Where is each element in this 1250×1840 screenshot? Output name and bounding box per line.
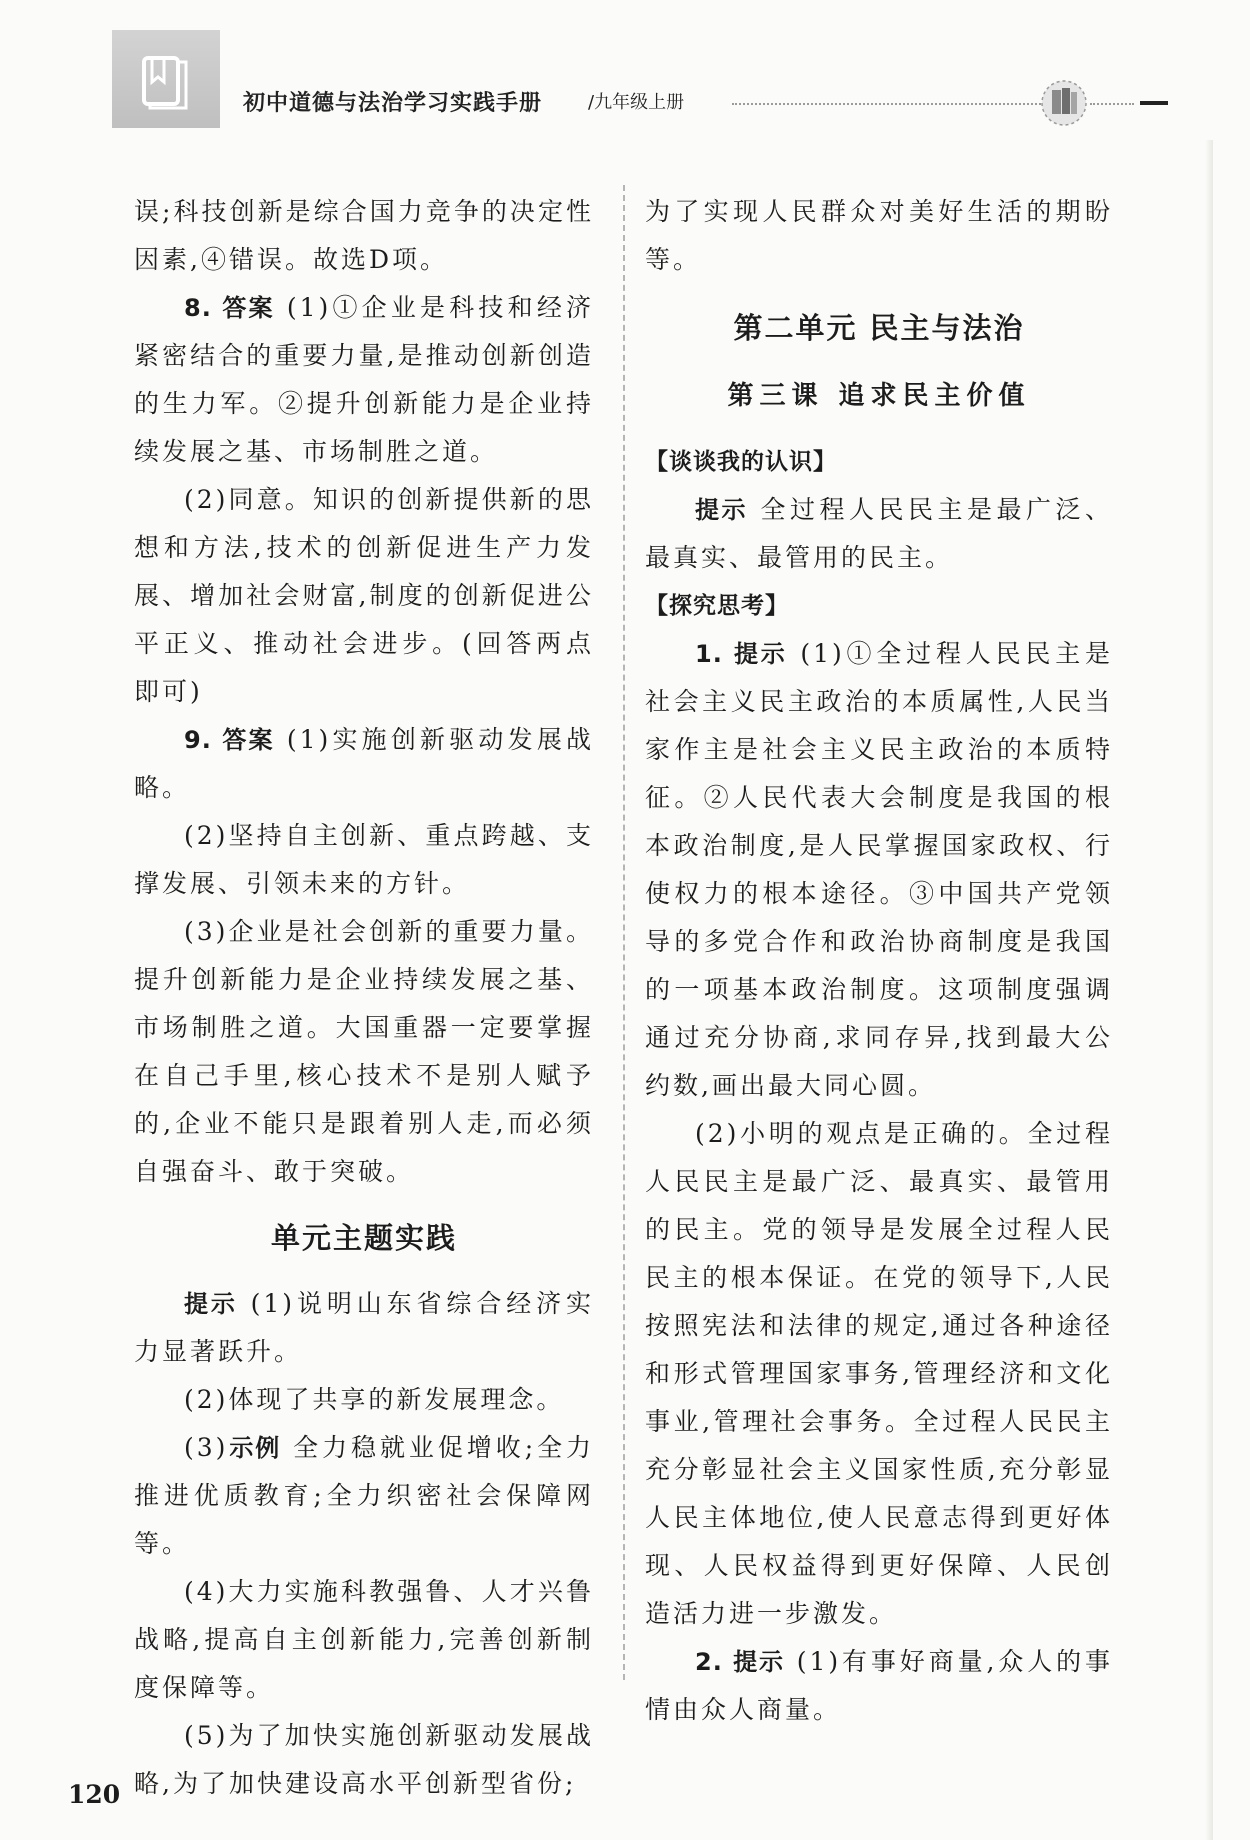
tip-label: 1. 提示 [695,640,788,668]
talk-tip [645,486,1113,582]
tip-label: 提示 [184,1290,238,1318]
explore-heading: 【探究思考】 [645,593,789,619]
book-icon [140,52,192,110]
paragraph: (2)同意。知识的创新提供新的思想和方法,技术的创新促进生产力发展、增加社会财富,制度的创新促进公平正义、推动社会进步。(回答两点即可) [134,485,594,706]
answer-8 [134,284,594,476]
tip-text: 全过程人民民主是最广泛、最真实、最管用的民主。 [645,495,1114,572]
paragraph: (2)小明的观点是正确的。全过程人民民主是最广泛、最真实、最管用的民主。党的领导是发展全过程人民民主的根本保证。在党的领导下,人民按照宪法和法律的规定,通过各种途径和形式管理国家事务,管理经济和文化事业,管理社会事务。全过程人民民主充分彰显社会主义国家性质,充分彰显人民主体地位,使人民意志得到更好体现、人民权益得到更好保障、人民创造活力进一步激发。 [645,1119,1113,1628]
header-rule [732,103,1044,105]
section-heading: 单元主题实践 [270,1221,457,1255]
paragraph: (4)大力实施科教强鲁、人才兴鲁战略,提高自主创新能力,完善创新制度保障等。 [134,1577,594,1702]
answer-label: 9. 答案 [184,726,275,754]
header-title: 初中道德与法治学习实践手册 [243,91,543,116]
answer-label: 8. 答案 [184,294,275,322]
paragraph: (3)企业是社会创新的重要力量。提升创新能力是企业持续发展之基、市场制胜之道。大国重器一定要掌握在自己手里,核心技术不是别人赋予的,企业不能只是跟着别人走,而必须自强奋斗、敢于突破。 [134,917,594,1186]
tip-text: (1)说明山东省综合经济实力显著跃升。 [134,1289,594,1366]
left-column [134,188,594,1808]
unit-title: 第二单元 民主与法治 [733,311,1025,345]
example-text: 全力稳就业促增收;全力推进优质教育;全力织密社会保障网等。 [134,1433,595,1558]
right-column [645,188,1113,1734]
talk-heading: 【谈谈我的认识】 [645,449,837,475]
tip-text: (1)有事好商量,众人的事情由众人商量。 [645,1647,1114,1724]
paragraph: (2)坚持自主创新、重点跨越、支撑发展、引领未来的方针。 [134,821,594,898]
paragraph: (5)为了加快实施创新驱动发展战略,为了加快建设高水平创新型省份; [134,1721,594,1798]
item-number: (3) [184,1433,229,1462]
explore-2 [645,1638,1113,1734]
answer-text: (1)①企业是科技和经济紧密结合的重要力量,是推动创新创造的生力军。②提升创新能力是企业持续发展之基、市场制胜之道。 [134,293,595,466]
tip-label: 2. 提示 [695,1648,785,1676]
example-label: 示例 [228,1434,282,1462]
page-edge-shadow [1205,140,1213,1840]
paragraph: (2)体现了共享的新发展理念。 [184,1385,565,1414]
example-paragraph [134,1424,594,1568]
tip-label: 提示 [695,496,749,524]
paragraph: 误;科技创新是综合国力竞争的决定性因素,④错误。故选D项。 [134,197,594,274]
tip-text: (1)①全过程人民民主是社会主义民主政治的本质属性,人民当家作主是社会主义民主政治的本质特征。②人民代表大会制度是我国的根本政治制度,是人民掌握国家政权、行使权力的根本途径。③中国共产党领导的多党合作和政治协商制度是我国的一项基本政治制度。这项制度强调通过充分协商,求同存异,找到最大公约数,画出最大同心圆。 [645,639,1113,1100]
column-divider [623,185,625,1680]
answer-text: (1)实施创新驱动发展战略。 [134,725,595,802]
explore-1 [645,630,1113,1110]
header-dash [1140,101,1168,105]
tip-paragraph [134,1280,594,1376]
lesson-title: 第三课 追求民主价值 [727,381,1031,411]
book-logo [112,30,220,128]
header-rule-end [1090,103,1134,105]
paragraph: 为了实现人民群众对美好生活的期盼等。 [645,197,1113,274]
answer-9 [134,716,594,812]
page-number: 120 [68,1780,121,1809]
books-icon [1040,78,1088,132]
header-subtitle: /九年级上册 [588,92,685,113]
